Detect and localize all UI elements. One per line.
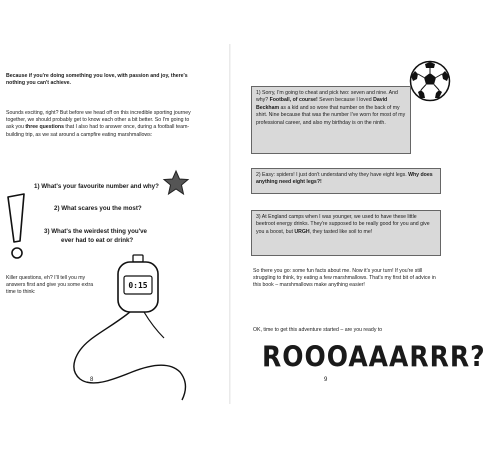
- intro-paragraph: Sounds exciting, right? But before we head off on this incredible sporting journey together, we should probably get to know each other a bit better. So I'm going to ask you three questions that I also had to answer once, during a football team-building trip, as we sat around a campfire eating marshmallows:: [6, 110, 191, 138]
- left-page: [0, 44, 229, 404]
- right-page: [231, 44, 486, 404]
- three-questions-emphasis: three questions: [25, 124, 64, 131]
- page-number-right: 9: [324, 377, 328, 383]
- roar-headline: ROOOAAARRR?: [262, 340, 486, 374]
- your-turn-text: So there you go: some fun facts about me. Now it's your turn! If you're still struggling to think, try eating a few marshmallows. That's my first bit of advice in this book – marshmallows make anything easier!: [253, 268, 436, 289]
- ready-text: OK, time to get this adventure started – are you ready to: [253, 327, 383, 333]
- page-number-left: 8: [90, 377, 94, 383]
- exclamation-icon: [2, 191, 32, 271]
- question-3-continued: ever had to eat or drink?: [61, 237, 134, 244]
- football-icon: [409, 60, 451, 102]
- answer-2-box: 2) Easy: spiders! I just don't understand why they have eight legs. Why does anything need eight legs?!: [251, 168, 441, 194]
- answer-3-box: 3) At England camps when I was younger, we used to have these little beetroot energy drinks. They're supposed to be really good for you and give you a boost, but URGH, they tasted like soil to me!: [251, 210, 441, 256]
- question-3: 3) What's the weirdest thing you've: [44, 228, 147, 235]
- answer-1-box: 1) Sorry, I'm going to cheat and pick two: seven and nine. And why? Football, of course! Seven because I loved David Beckham as a kid and so wore that number on the back of my shirt. Nine because that was the number I've worn for most of my professional career, and also my birthday is on the ninth.: [251, 86, 411, 154]
- star-icon: [163, 170, 189, 195]
- intro-text: Because if you're doing something you love, with passion and joy, there's nothing you can't achieve.: [6, 73, 188, 87]
- closing-text: Killer questions, eh? I'll tell you my answers first and give you some extra time to think:: [6, 275, 94, 296]
- question-1: 1) What's your favourite number and why?: [34, 183, 159, 190]
- stopwatch-display: 0:15: [128, 281, 148, 290]
- question-2: 2) What scares you the most?: [54, 205, 142, 212]
- stopwatch-icon: [60, 254, 200, 404]
